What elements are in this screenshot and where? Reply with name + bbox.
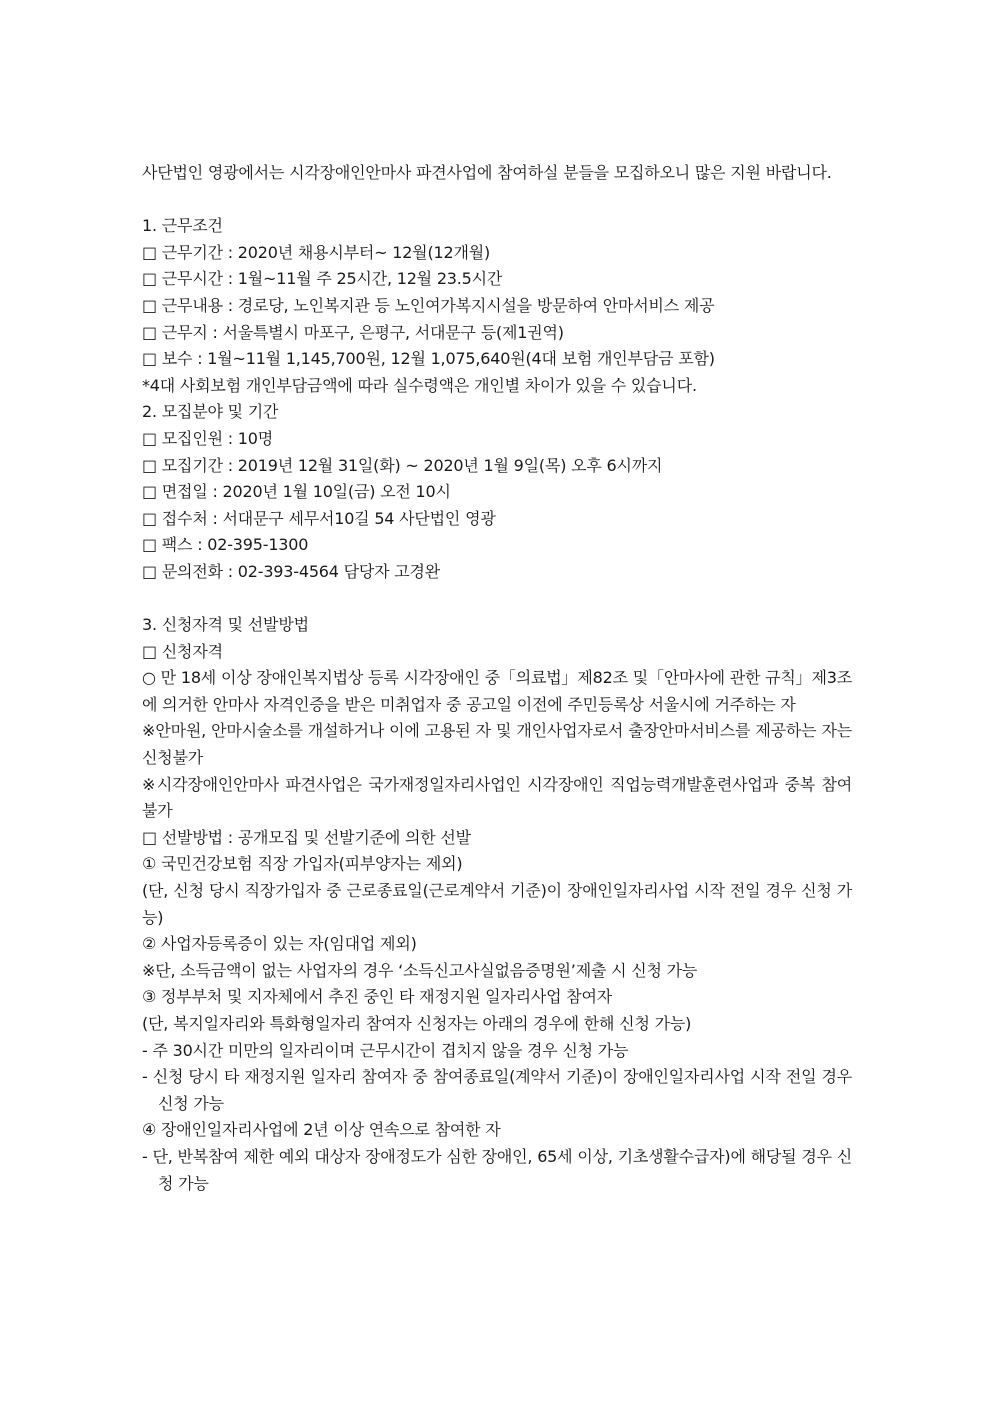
section2-item: □ 면접일 : 2020년 1월 10일(금) 오전 10시 xyxy=(142,482,451,502)
qualification-text: ○ 만 18세 이상 장애인복지법상 등록 시각장애인 중「의료법」제82조 및「안마사에 관한 규칙」제3조에 의거한 안마사 자격인증을 받은 미취업자 중 공고일 이전에 주민등록상 서울시에 거주하는 자 xyxy=(142,668,852,714)
criterion-dash-item: - 단, 반복참여 제한 예외 대상자 장애정도가 심한 장애인, 65세 이상, 기초생활수급자)에 해당될 경우 신청 가능 xyxy=(142,1146,852,1193)
spacer xyxy=(142,586,852,613)
section1-item: □ 근무기간 : 2020년 채용시부터~ 12월(12개월) xyxy=(142,242,490,262)
intro-paragraph: 사단법인 영광에서는 시각장애인안마사 파견사업에 참여하실 분들을 모집하오니 많은 지원 바랍니다. xyxy=(142,163,832,182)
criterion-dash-item: - 신청 당시 타 재정지원 일자리 참여자 중 참여종료일(계약서 기준)이 장애인일자리사업 시작 전일 경우 신청 가능 xyxy=(142,1067,852,1113)
section1-item: □ 근무시간 : 1월~11월 주 25시간, 12월 23.5시간 xyxy=(142,269,503,289)
section2-item: □ 문의전화 : 02-393-4564 담당자 고경완 xyxy=(142,561,441,581)
criterion-dash-item: - 주 30시간 미만의 일자리이며 근무시간이 겹치지 않을 경우 신청 가능 xyxy=(142,1040,629,1060)
criterion-item: ③ 정부부처 및 지자체에서 추진 중인 타 재정지원 일자리사업 참여자 xyxy=(142,987,613,1007)
section2-item: □ 모집기간 : 2019년 12월 31일(화) ~ 2020년 1월 9일(목) 오후 6시까지 xyxy=(142,455,663,475)
section2-item: □ 모집인원 : 10명 xyxy=(142,428,274,448)
section1-heading: 1. 근무조건 xyxy=(142,216,223,236)
section2-item: □ 팩스 : 02-395-1300 xyxy=(142,535,309,555)
section2-item: □ 접수처 : 서대문구 세무서10길 54 사단법인 영광 xyxy=(142,508,496,528)
section1-item: □ 근무내용 : 경로당, 노인복지관 등 노인여가복지시설을 방문하여 안마서비스 제공 xyxy=(142,295,715,315)
spacer xyxy=(142,187,852,214)
criterion-item: ② 사업자등록증이 있는 자(임대업 제외) xyxy=(142,934,417,954)
section1-note: *4대 사회보험 개인부담금액에 따라 실수령액은 개인별 차이가 있을 수 있습니다. xyxy=(142,375,697,395)
qualification-note: ※안마원, 안마시술소를 개설하거나 이에 고용된 자 및 개인사업자로서 출장안마서비스를 제공하는 자는 신청불가 xyxy=(142,721,852,768)
criterion-item: ④ 장애인일자리사업에 2년 이상 연속으로 참여한 자 xyxy=(142,1120,501,1140)
section1-item: □ 근무지 : 서울특별시 마포구, 은평구, 서대문구 등(제1권역) xyxy=(142,322,564,342)
qualification-note: ※시각장애인안마사 파견사업은 국가재정일자리사업인 시각장애인 직업능력개발훈련사업과 중복 참여 불가 xyxy=(142,774,852,821)
document-body xyxy=(142,160,852,1197)
criterion-note: (단, 신청 당시 직장가입자 중 근로종료일(근로계약서 기준)이 장애인일자리사업 시작 전일 경우 신청 가능) xyxy=(142,881,852,927)
criterion-item: ① 국민건강보험 직장 가입자(피부양자는 제외) xyxy=(142,854,463,874)
qualification-title: □ 신청자격 xyxy=(142,641,223,661)
section3-heading: 3. 신청자격 및 선발방법 xyxy=(142,615,309,635)
criterion-note: (단, 복지일자리와 특화형일자리 참여자 신청자는 아래의 경우에 한해 신청 가능) xyxy=(142,1014,692,1033)
selection-title: □ 선발방법 : 공개모집 및 선발기준에 의한 선발 xyxy=(142,827,471,847)
section2-heading: 2. 모집분야 및 기간 xyxy=(142,402,279,422)
section1-item: □ 보수 : 1월~11월 1,145,700원, 12월 1,075,640원(4대 보험 개인부담금 포함) xyxy=(142,349,715,369)
criterion-note: ※단, 소득금액이 없는 사업자의 경우 ‘소득신고사실없음증명원’제출 시 신청 가능 xyxy=(142,960,698,980)
